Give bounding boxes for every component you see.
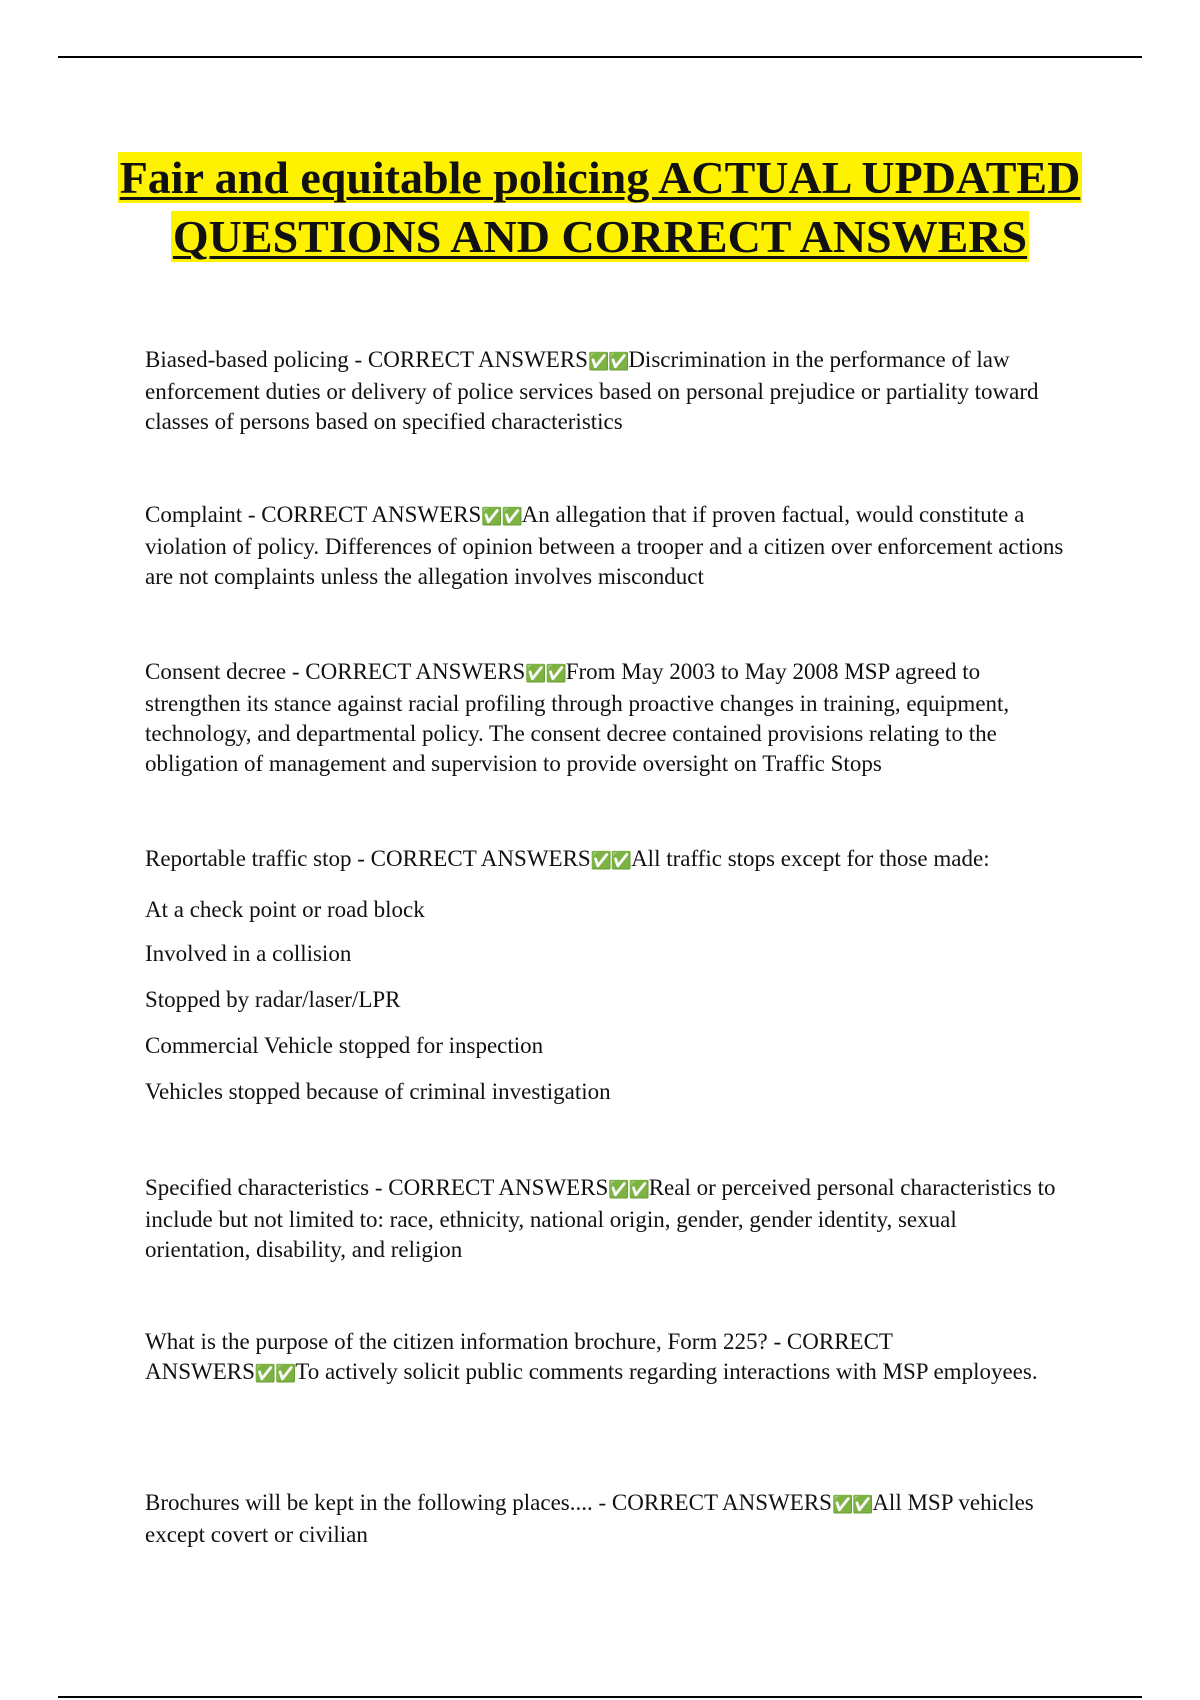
exception-item: Stopped by radar/laser/LPR [145, 987, 401, 1012]
double-check-icon: ✅✅ [525, 664, 566, 684]
exception-item: Vehicles stopped because of criminal investigation [145, 1079, 611, 1104]
double-check-icon: ✅✅ [254, 1364, 296, 1384]
entry-term: Biased-based policing [145, 347, 349, 372]
exception-item: At a check point or road block [145, 897, 425, 922]
qa-entry-complaint [145, 500, 1065, 592]
bottom-rule [58, 1696, 1142, 1698]
answer-separator: - CORRECT ANSWERS [242, 502, 482, 527]
entry-answer: Discrimination in the performance of law enforcement duties or delivery of police services based on personal prejudice or partiality toward classes of persons based on specified characteristics [145, 347, 1039, 434]
qa-entry-consent-decree [145, 657, 1065, 779]
entry-answer: From May 2003 to May 2008 MSP agreed to strengthen its stance against racial profiling through proactive changes in training, equipment, technology, and departmental policy. The consent decree contained provisions relating to the obligation of management and supervision to provide oversight on Traffic Stops [145, 659, 1010, 776]
double-check-icon: ✅✅ [590, 851, 632, 871]
entry-term: Specified characteristics [145, 1175, 370, 1200]
entry-answer: All MSP vehicles except covert or civilian [145, 1490, 1034, 1547]
answer-separator: - CORRECT ANSWERS [592, 1490, 832, 1515]
page-title [100, 148, 1100, 266]
entry-term: Consent decree [145, 659, 287, 684]
exception-item: Involved in a collision [145, 941, 352, 966]
answer-separator: - CORRECT ANSWERS [348, 347, 588, 372]
title-highlight: Fair and equitable policing ACTUAL UPDATED QUESTIONS AND CORRECT ANSWERS [119, 152, 1081, 262]
answer-separator: - CORRECT ANSWERS [369, 1175, 609, 1200]
top-rule [58, 56, 1142, 58]
answer-separator: - CORRECT ANSWERS [351, 846, 591, 871]
answer-separator: - CORRECT ANSWERS [286, 659, 526, 684]
qa-entry-reportable-traffic-stop [145, 844, 1065, 876]
entry-term: What is the purpose of the citizen information brochure, Form 225? [145, 1329, 768, 1354]
qa-entry-specified-characteristics [145, 1173, 1065, 1265]
double-check-icon: ✅✅ [481, 507, 522, 527]
qa-entry-citizen-brochure-purpose [145, 1327, 1065, 1389]
double-check-icon: ✅✅ [608, 1180, 649, 1200]
entry-term: Complaint [145, 502, 243, 527]
entry-term: Brochures will be kept in the following places.... [145, 1490, 593, 1515]
double-check-icon: ✅✅ [831, 1495, 873, 1515]
double-check-icon: ✅✅ [587, 352, 629, 372]
qa-entry-brochure-locations [145, 1488, 1065, 1550]
entry-term: Reportable traffic stop [145, 846, 352, 871]
qa-entry-biased-based-policing [145, 345, 1065, 437]
entry-answer: Real or perceived personal characteristics to include but not limited to: race, ethnicity, national origin, gender, gender identity, sexual orientation, disability, and religion [145, 1175, 1056, 1262]
exception-item: Commercial Vehicle stopped for inspection [145, 1033, 544, 1058]
entry-answer: To actively solicit public comments regarding interactions with MSP employees. [295, 1359, 1038, 1384]
entry-answer: All traffic stops except for those made: [631, 846, 990, 871]
answer-separator: - CORRECT ANSWERS [145, 1329, 893, 1384]
entry-answer: An allegation that if proven factual, would constitute a violation of policy. Differences of opinion between a trooper and a citizen over enforcement actions are not complaints unless the allegation involves misconduct [145, 502, 1064, 589]
